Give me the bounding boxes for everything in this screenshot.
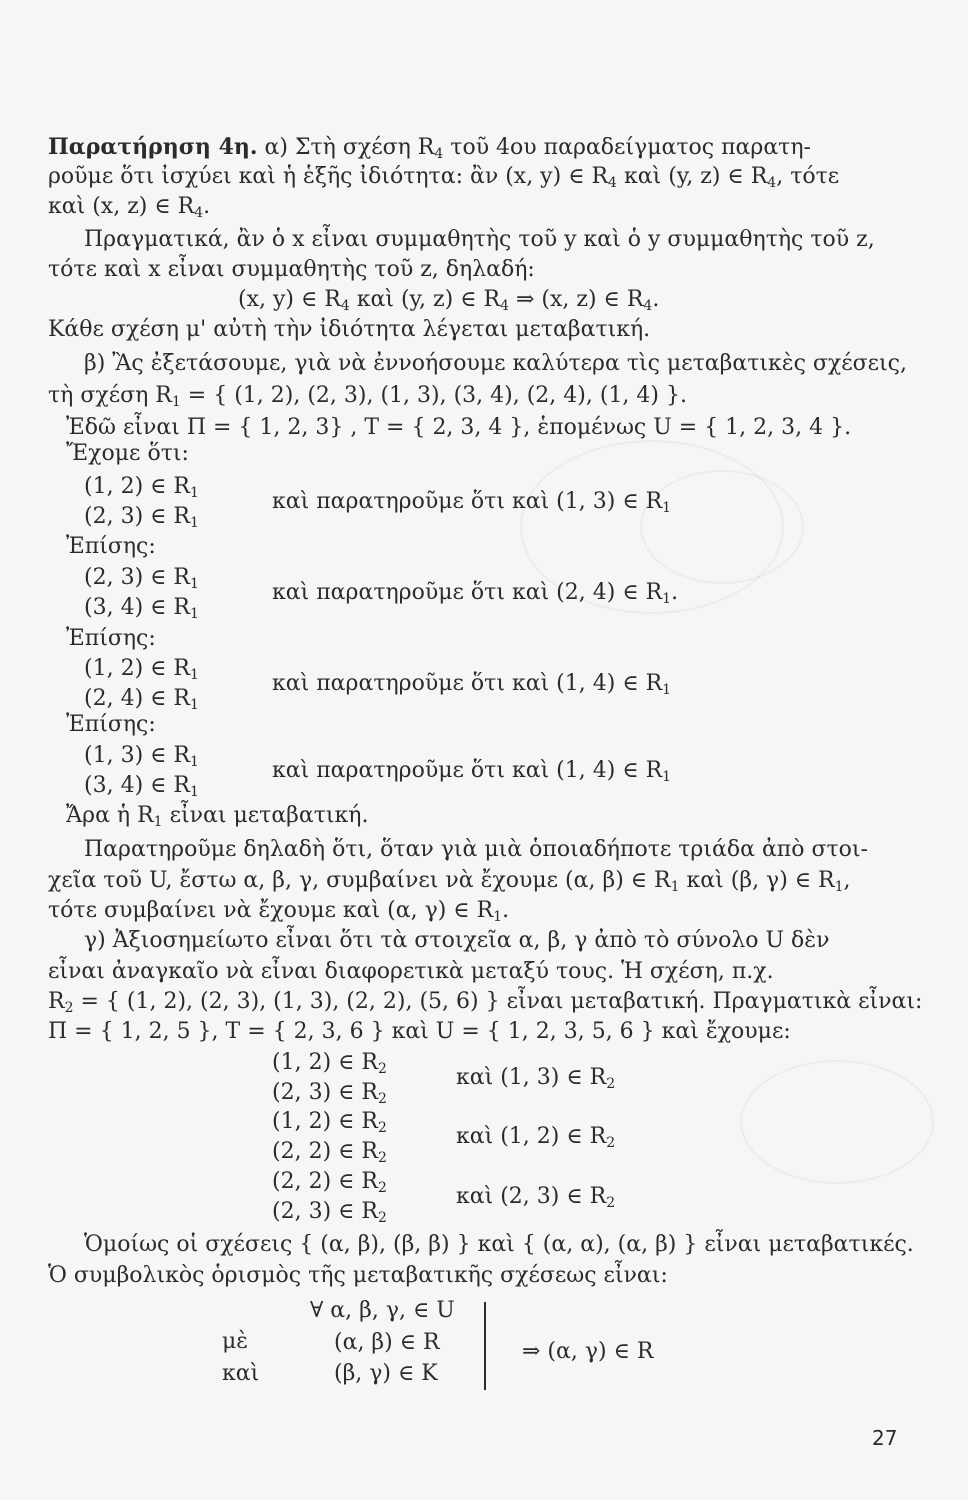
- sets-definition: Π = { 1, 2, 5 }, Τ = { 2, 3, 6 } καὶ U = { 1, 2, 3, 5, 6 } καὶ ἔχουμε:: [48, 1019, 791, 1044]
- pair-line: (3, 4) ∈ $R_1$: [84, 595, 199, 622]
- text-line: ροῦμε ὅτι ἰσχύει καὶ ἡ ἑξῆς ἰδιότητα: ἂν (x, y) ∈ $R_4$ καὶ (y, z) ∈ $R_4$, τότε: [48, 164, 840, 191]
- conclusion-line: καὶ παρατηροῦμε ὅτι καὶ (1, 4) ∈ $R_1$: [272, 671, 672, 698]
- pair-line: (1, 3) ∈ $R_1$: [84, 743, 199, 770]
- pair-line: (1, 2) ∈ $R_2$: [272, 1050, 387, 1077]
- conclusion-line: καὶ (1, 2) ∈ $R_2$: [456, 1124, 616, 1151]
- brace-line: [484, 1302, 486, 1390]
- pair-line: (1, 2) ∈ $R_1$: [84, 474, 199, 501]
- conclusion-line: καὶ (1, 3) ∈ $R_2$: [456, 1065, 616, 1092]
- text-line: Ἐπίσης:: [66, 534, 156, 559]
- text-line: εἶναι ἀναγκαῖο νὰ εἶναι διαφορετικὰ μεταξύ τους. Ἡ σχέση, π.χ.: [48, 959, 774, 984]
- formula-transitivity: (x, y) ∈ $R_4$ καὶ (y, z) ∈ $R_4$ ⇒ (x, z) ∈ $R_4$.: [238, 287, 660, 314]
- text-line: Ὁμοίως οἱ σχέσεις { (α, β), (β, β) } καὶ { (α, α), (α, β) } εἶναι μεταβατικές.: [84, 1232, 914, 1257]
- show-through-ellipse: [740, 1060, 934, 1184]
- condition-line: (β, γ) ∈ K: [334, 1361, 438, 1386]
- observation-heading-line: Παρατήρηση 4η. α) Στὴ σχέση $R_4$ τοῦ 4ου παραδείγματος παρατη-: [48, 134, 811, 162]
- text-line: Παρατηροῦμε δηλαδὴ ὅτι, ὅταν γιὰ μιὰ ὁποιαδήποτε τριάδα ἀπὸ στοι-: [84, 837, 868, 862]
- text-line: τότε συμβαίνει νὰ ἔχουμε καὶ (α, γ) ∈ $R_1$.: [48, 898, 510, 925]
- definition-line: Κάθε σχέση μ' αὐτὴ τὴν ἰδιότητα λέγεται μεταβατική.: [48, 317, 651, 342]
- text-line: Πραγματικά, ἂν ὁ x εἶναι συμμαθητὴς τοῦ y καὶ ὁ y συμμαθητὴς τοῦ z,: [84, 227, 875, 252]
- pair-line: (2, 2) ∈ $R_2$: [272, 1169, 387, 1196]
- pair-line: (2, 3) ∈ $R_2$: [272, 1199, 387, 1226]
- text-line: Ἐπίσης:: [66, 626, 156, 651]
- text-line: Ὁ συμβολικὸς ὁρισμὸς τῆς μεταβατικῆς σχέσεως εἶναι:: [48, 1263, 668, 1288]
- conclusion-line: καὶ (2, 3) ∈ $R_2$: [456, 1184, 616, 1211]
- text-line: β) Ἂς ἐξετάσουμε, γιὰ νὰ ἐννοήσουμε καλύτερα τὶς μεταβατικὲς σχέσεις,: [84, 351, 907, 376]
- pair-line: (2, 4) ∈ $R_1$: [84, 686, 199, 713]
- pair-line: (3, 4) ∈ $R_1$: [84, 773, 199, 800]
- page-number: 27: [872, 1426, 898, 1450]
- pair-line: (2, 3) ∈ $R_2$: [272, 1080, 387, 1107]
- pair-line: (2, 2) ∈ $R_2$: [272, 1139, 387, 1166]
- pair-line: (2, 3) ∈ $R_1$: [84, 504, 199, 531]
- text-line: Ἐπίσης:: [66, 712, 156, 737]
- text-line: καὶ (x, z) ∈ $R_4$.: [48, 194, 211, 221]
- relation-r2-definition: $R_2$ = { (1, 2), (2, 3), (1, 3), (2, 2), (5, 6) } εἶναι μεταβατική. Πραγματικὰ εἶναι:: [48, 989, 923, 1016]
- pair-line: (2, 3) ∈ $R_1$: [84, 565, 199, 592]
- conclusion-line: καὶ παρατηροῦμε ὅτι καὶ (1, 3) ∈ $R_1$: [272, 489, 672, 516]
- pair-line: (1, 2) ∈ $R_1$: [84, 656, 199, 683]
- condition-line: (α, β) ∈ R: [334, 1330, 440, 1355]
- word-and: καὶ: [222, 1361, 260, 1386]
- word-with: μὲ: [222, 1329, 249, 1354]
- conclusion-line: καὶ παρατηροῦμε ὅτι καὶ (2, 4) ∈ $R_1$.: [272, 580, 679, 607]
- text-line: τότε καὶ x εἶναι συμμαθητὴς τοῦ z, δηλαδή:: [48, 257, 535, 282]
- text-line: χεῖα τοῦ U, ἔστω α, β, γ, συμβαίνει νὰ ἔχουμε (α, β) ∈ $R_1$ καὶ (β, γ) ∈ $R_1$,: [48, 868, 851, 895]
- conclusion-line: καὶ παρατηροῦμε ὅτι καὶ (1, 4) ∈ $R_1$: [272, 758, 672, 785]
- pair-line: (1, 2) ∈ $R_2$: [272, 1109, 387, 1136]
- relation-r1-definition: τὴ σχέση $R_1$ = { (1, 2), (2, 3), (1, 3), (3, 4), (2, 4), (1, 4) }.: [48, 383, 687, 410]
- text-line: γ) Ἀξιοσημείωτο εἶναι ὅτι τὰ στοιχεῖα α, β, γ ἀπὸ τὸ σύνολο U δὲν: [84, 928, 830, 953]
- text-line: Ἔχομε ὅτι:: [66, 441, 189, 466]
- quantifier-line: ∀ α, β, γ, ∈ U: [310, 1298, 455, 1323]
- text-line: Ἄρα ἡ $R_1$ εἶναι μεταβατική.: [66, 803, 369, 830]
- sets-definition: Ἐδῶ εἶναι Π = { 1, 2, 3} , Τ = { 2, 3, 4 }, ἑπομένως U = { 1, 2, 3, 4 }.: [66, 415, 852, 440]
- implication-line: ⇒ (α, γ) ∈ R: [522, 1339, 654, 1364]
